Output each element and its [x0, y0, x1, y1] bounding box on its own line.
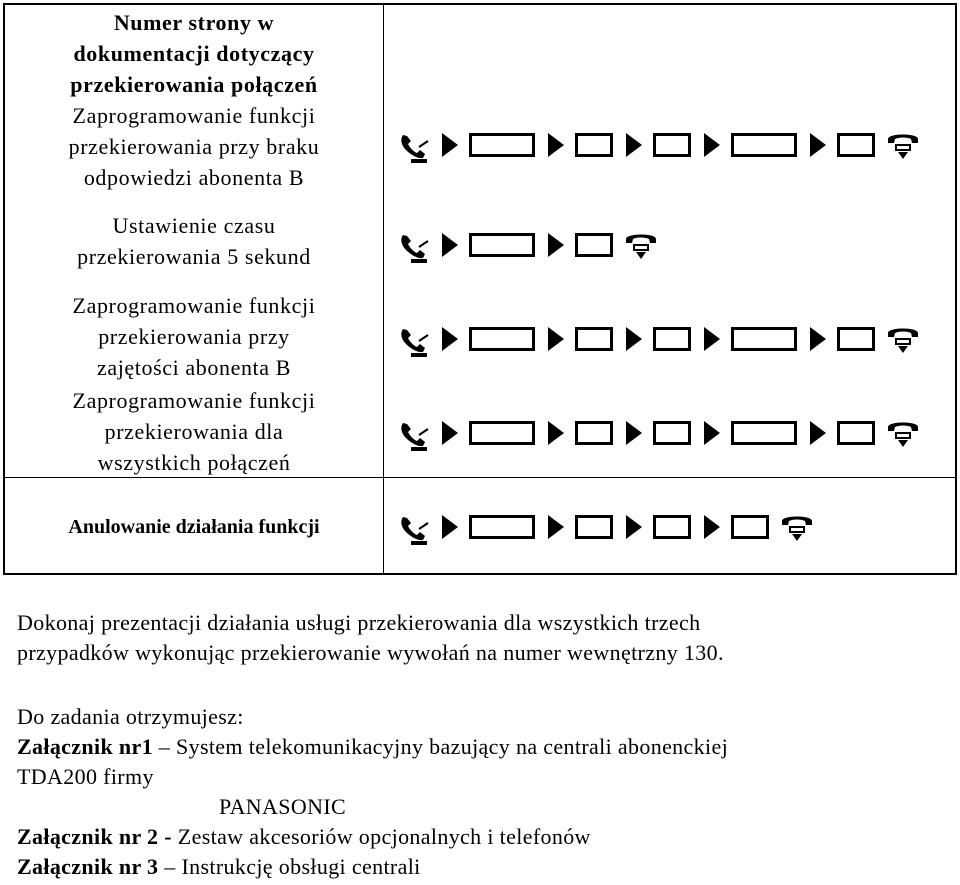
- arrow-right-icon: [439, 225, 461, 265]
- arrow-right-icon: [701, 507, 723, 547]
- arrow-right-icon: [439, 507, 461, 547]
- handset-lift-icon: [397, 413, 431, 453]
- attachment-3: [17, 852, 947, 882]
- key-box: [837, 319, 875, 359]
- key-box: [653, 507, 691, 547]
- arrow-right-icon: [623, 507, 645, 547]
- key-box: [731, 507, 769, 547]
- arrow-right-icon: [623, 319, 645, 359]
- key-box: [837, 125, 875, 165]
- key-box: [575, 225, 613, 265]
- attachment-1: [17, 732, 947, 762]
- key-box: [837, 413, 875, 453]
- attachment-1-text: – System telekomunikacyjny bazujący na centrali abonenckiej: [152, 734, 729, 759]
- handset-lift-icon: [397, 125, 431, 165]
- key-box: [575, 413, 613, 453]
- row-label-no-answer: [13, 100, 375, 193]
- key-box: [653, 413, 691, 453]
- key-box: [575, 507, 613, 547]
- handset-hangup-icon: [623, 225, 659, 265]
- arrow-right-icon: [545, 225, 567, 265]
- procedure-table: [3, 3, 957, 575]
- header-line: Numer strony w: [113, 10, 275, 35]
- attachments-intro: Do zadania otrzymujesz:: [17, 704, 244, 729]
- key-box: [653, 319, 691, 359]
- attachment-1-brand: PANASONIC: [219, 794, 347, 819]
- header-line: dokumentacji dotyczący: [73, 41, 315, 66]
- attachments-list: [17, 702, 947, 882]
- key-box: [575, 319, 613, 359]
- wide-key-box: [731, 319, 797, 359]
- arrow-right-icon: [545, 319, 567, 359]
- row-label-timer: [13, 210, 375, 272]
- key-box: [653, 125, 691, 165]
- arrow-right-icon: [701, 413, 723, 453]
- arrow-right-icon: [623, 413, 645, 453]
- wide-key-box: [469, 413, 535, 453]
- key-sequence-timer: [397, 225, 659, 265]
- handset-lift-icon: [397, 225, 431, 265]
- arrow-right-icon: [807, 125, 829, 165]
- row-label-line: zajętości abonenta B: [96, 355, 292, 380]
- handset-hangup-icon: [885, 413, 921, 453]
- row-label-line: wszystkich połączeń: [97, 450, 291, 475]
- attachment-2-text: Zestaw akcesoriów opcjonalnych i telefonów: [171, 824, 591, 849]
- arrow-right-icon: [623, 125, 645, 165]
- wide-key-box: [469, 507, 535, 547]
- wide-key-box: [731, 125, 797, 165]
- key-sequence-busy: [397, 319, 921, 359]
- wide-key-box: [731, 413, 797, 453]
- attachment-3-text: – Instrukcję obsługi centrali: [158, 854, 421, 879]
- arrow-right-icon: [545, 125, 567, 165]
- table-header-cell: [13, 7, 375, 100]
- row-label-line: przekierowania dla: [104, 419, 284, 444]
- column-divider: [383, 5, 384, 573]
- row-label-busy: [13, 290, 375, 383]
- key-box: [575, 125, 613, 165]
- arrow-right-icon: [807, 413, 829, 453]
- arrow-right-icon: [545, 413, 567, 453]
- row-label-line: Zaprogramowanie funkcji: [72, 103, 316, 128]
- handset-hangup-icon: [779, 507, 815, 547]
- attachment-1-label: Załącznik nr1: [17, 734, 153, 759]
- key-sequence-no-answer: [397, 125, 921, 165]
- key-sequence-all-calls: [397, 413, 921, 453]
- paragraph-line: Dokonaj prezentacji działania usługi przekierowania dla wszystkich trzech: [17, 610, 701, 635]
- row-label-line: Ustawienie czasu: [112, 213, 276, 238]
- arrow-right-icon: [701, 125, 723, 165]
- task-paragraph: [17, 608, 947, 668]
- row-label-cancel: [13, 512, 375, 543]
- header-line: przekierowania połączeń: [70, 72, 318, 97]
- row-label-line: Zaprogramowanie funkcji: [72, 293, 316, 318]
- handset-lift-icon: [397, 507, 431, 547]
- arrow-right-icon: [439, 125, 461, 165]
- row-label-line: Anulowanie działania funkcji: [68, 516, 320, 538]
- attachment-1-cont: TDA200 firmy: [17, 764, 154, 789]
- row-label-line: przekierowania przy braku: [68, 134, 320, 159]
- attachment-2: [17, 822, 947, 852]
- key-sequence-cancel: [397, 507, 815, 547]
- arrow-right-icon: [807, 319, 829, 359]
- wide-key-box: [469, 125, 535, 165]
- wide-key-box: [469, 225, 535, 265]
- row-label-all-calls: [13, 385, 375, 478]
- row-label-line: Zaprogramowanie funkcji: [72, 388, 316, 413]
- handset-hangup-icon: [885, 319, 921, 359]
- handset-lift-icon: [397, 319, 431, 359]
- row-label-line: przekierowania 5 sekund: [77, 244, 311, 269]
- arrow-right-icon: [701, 319, 723, 359]
- wide-key-box: [469, 319, 535, 359]
- attachment-3-label: Załącznik nr 3: [17, 854, 159, 879]
- row-label-line: odpowiedzi abonenta B: [83, 165, 305, 190]
- attachment-2-label: Załącznik nr 2 -: [17, 824, 172, 849]
- row-label-line: przekierowania przy: [98, 324, 290, 349]
- arrow-right-icon: [545, 507, 567, 547]
- arrow-right-icon: [439, 413, 461, 453]
- handset-hangup-icon: [885, 125, 921, 165]
- arrow-right-icon: [439, 319, 461, 359]
- paragraph-line: przypadków wykonując przekierowanie wywołań na numer wewnętrzny 130.: [17, 640, 724, 665]
